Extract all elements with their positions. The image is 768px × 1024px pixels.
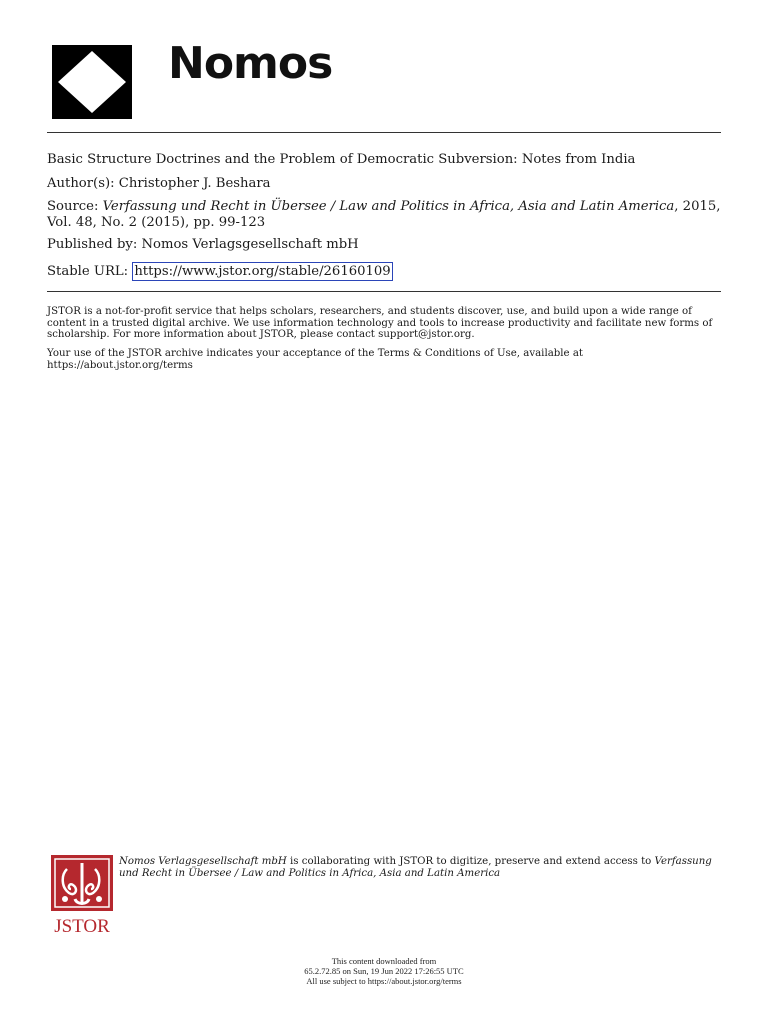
collab-journal: Verfassung und Recht in Übersee / Law and Politics in Africa, Asia and Latin America bbox=[119, 856, 712, 879]
author-label: Author(s): bbox=[47, 176, 115, 191]
collab-text: is collaborating with JSTOR to digitize, preserve and extend access to bbox=[286, 856, 655, 867]
terms-notice-paragraph: Your use of the JSTOR archive indicates your acceptance of the Terms & Conditions of Use, available at https://about.jstor.org/terms bbox=[47, 348, 583, 371]
header-divider bbox=[47, 132, 721, 133]
citation-details: , 2015, Vol. 48, No. 2 (2015), pp. 99-123 bbox=[47, 199, 721, 230]
source-line bbox=[47, 199, 727, 231]
collab-publisher: Nomos Verlagsgesellschaft mbH bbox=[119, 856, 287, 867]
published-by-label: Published by: bbox=[47, 237, 138, 252]
footer-line-3: All use subject to https://about.jstor.org/terms bbox=[306, 976, 462, 986]
nomos-diamond-logo-icon bbox=[52, 45, 132, 119]
jstor-logo-icon bbox=[49, 855, 115, 935]
source-label: Source: bbox=[47, 199, 99, 214]
stable-url-line bbox=[47, 262, 727, 281]
stable-url-label: Stable URL: bbox=[47, 264, 129, 279]
article-title: Basic Structure Doctrines and the Problem of Democratic Subversion: Notes from India bbox=[47, 152, 636, 167]
stable-url-link[interactable]: https://www.jstor.org/stable/26160109 bbox=[134, 264, 391, 279]
footer-line-2: 65.2.72.85 on Sun, 19 Jun 2022 17:26:55 UTC bbox=[304, 966, 464, 976]
journal-title: Verfassung und Recht in Übersee / Law and Politics in Africa, Asia and Latin America bbox=[102, 199, 675, 214]
author-name: Christopher J. Beshara bbox=[118, 176, 271, 191]
download-footer bbox=[0, 956, 768, 986]
publisher-name: Nomos Verlagsgesellschaft mbH bbox=[141, 237, 359, 252]
collaboration-statement bbox=[119, 856, 729, 880]
publisher-logo-text: Nomos bbox=[168, 38, 333, 89]
jstor-logo-label: JSTOR bbox=[54, 916, 110, 935]
jstor-notice-paragraph: JSTOR is a not-for-profit service that helps scholars, researchers, and students discover, use, and build upon a wide range of content in a trusted digital archive. We use information technology and tools to increase productivity and facilitate new forms of scholarship. For more information about JSTOR, please contact support@jstor.org. bbox=[47, 306, 713, 340]
published-by-line bbox=[47, 237, 727, 253]
metadata-divider bbox=[47, 291, 721, 292]
footer-line-1: This content downloaded from bbox=[331, 956, 437, 966]
author-line bbox=[47, 176, 727, 192]
